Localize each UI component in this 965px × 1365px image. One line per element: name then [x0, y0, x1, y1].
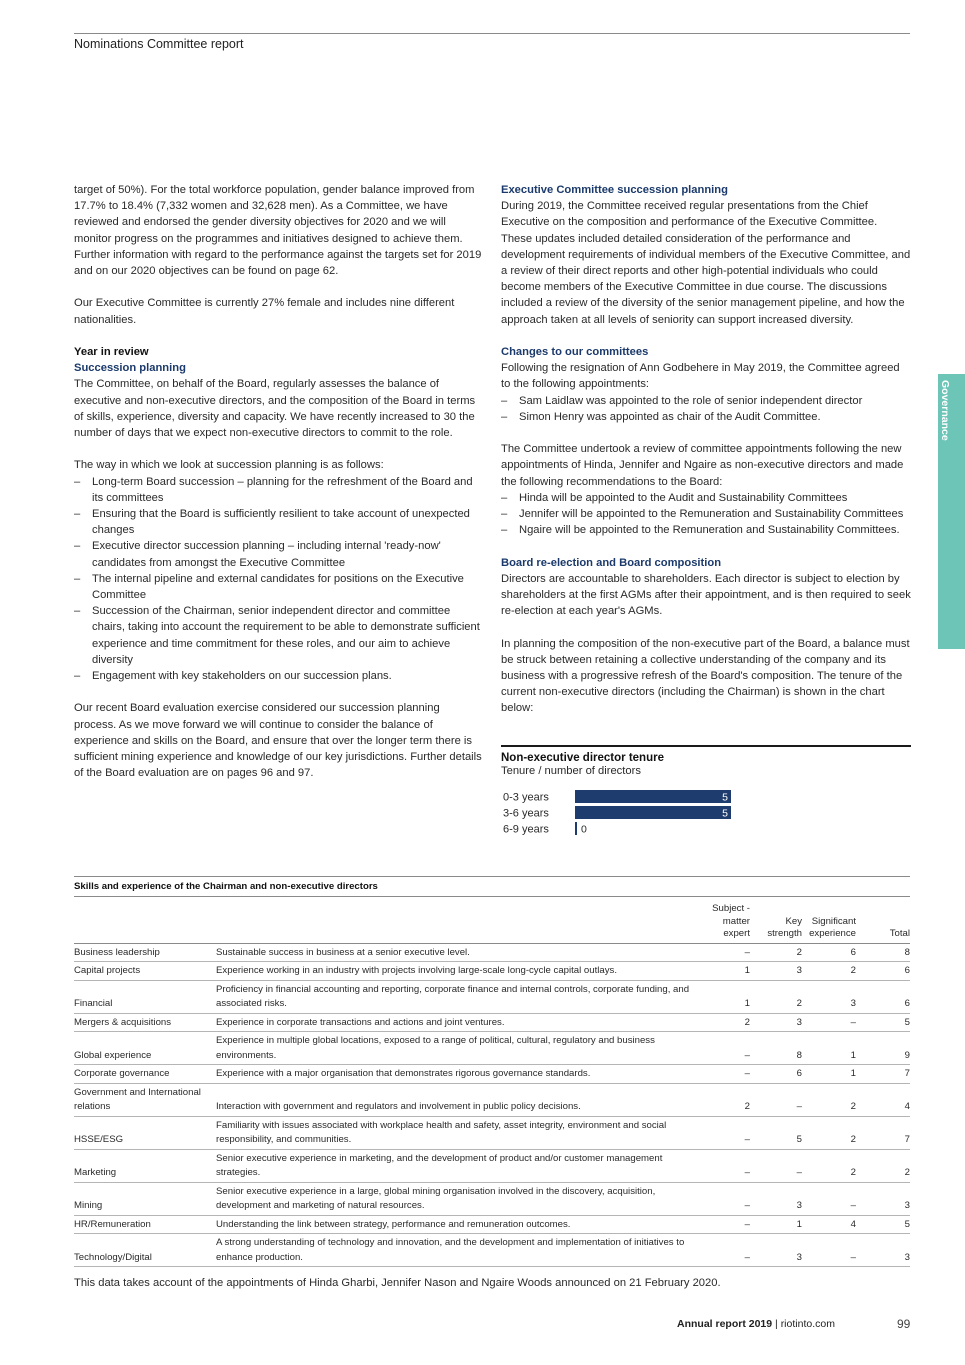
skill-category-cell: Mergers & acquisitions	[74, 1013, 216, 1032]
skill-description-cell: Interaction with government and regulators and involvement in public policy decisions.	[216, 1083, 708, 1116]
total-cell: 4	[856, 1083, 910, 1116]
total-cell: 7	[856, 1065, 910, 1084]
key-strength-cell: –	[750, 1149, 802, 1182]
significant-experience-cell: 2	[802, 1116, 856, 1149]
skill-category-cell: Corporate governance	[74, 1065, 216, 1084]
header-cell-category	[74, 897, 216, 943]
table-row	[74, 962, 910, 981]
skill-description-cell: Familiarity with issues associated with workplace health and safety, asset integrity, environment and social responsibility, and communities.	[216, 1116, 708, 1149]
skill-category-cell: Mining	[74, 1182, 216, 1215]
data-label: 5	[722, 791, 728, 804]
total-cell: 5	[856, 1215, 910, 1234]
total-cell: 9	[856, 1032, 910, 1065]
significant-experience-cell: 6	[802, 943, 856, 962]
skill-category-cell: HR/Remuneration	[74, 1215, 216, 1234]
data-label: 5	[722, 807, 728, 820]
key-strength-cell: 2	[750, 943, 802, 962]
table-row	[74, 1182, 910, 1215]
skill-description-cell: Understanding the link between strategy, performance and remuneration outcomes.	[216, 1215, 708, 1234]
table-row	[74, 1013, 910, 1032]
total-cell: 6	[856, 962, 910, 981]
table-header-row	[74, 897, 910, 943]
significant-experience-cell: –	[802, 1234, 856, 1267]
paragraph: Directors are accountable to shareholders. Each director is subject to election by shareholders at the first AGMs after their appointment, and is then required to seek re-election at each year's AGMs.	[501, 572, 911, 618]
key-strength-cell: 6	[750, 1065, 802, 1084]
paragraph: The Committee, on behalf of the Board, regularly assesses the balance of executive and non-executive directors, and the composition of the Board in terms of skills, experience, diversity and capacity. We have recently increased to 30 the number of days that we expect non-executive directors to commit to the role.	[74, 378, 476, 440]
list-item: – The internal pipeline and external candidates for positions on the Executive Committee	[74, 571, 482, 603]
subject-matter-expert-cell: –	[708, 1234, 750, 1267]
list-item: – Ngaire will be appointed to the Remuneration and Sustainability Committees.	[501, 522, 911, 538]
board-reelection-heading: Board re-election and Board composition	[501, 556, 722, 569]
left-column	[74, 182, 482, 798]
subject-matter-expert-cell: –	[708, 943, 750, 962]
list-item: – Engagement with key stakeholders on our succession plans.	[74, 668, 482, 684]
skill-category-cell: HSSE/ESG	[74, 1116, 216, 1149]
subject-matter-expert-cell: –	[708, 1065, 750, 1084]
data-label: 0	[581, 823, 587, 836]
significant-experience-cell: 2	[802, 962, 856, 981]
subject-matter-expert-cell: –	[708, 1182, 750, 1215]
subject-matter-expert-cell: –	[708, 1116, 750, 1149]
list-item: – Executive director succession planning – including internal 'ready-now' candidates from amongst the Executive Committee	[74, 538, 482, 570]
total-cell: 5	[856, 1013, 910, 1032]
table-row	[74, 980, 910, 1013]
skills-table	[74, 897, 910, 1267]
subject-matter-expert-cell: 1	[708, 980, 750, 1013]
list-item: – Simon Henry was appointed as chair of the Audit Committee.	[501, 409, 911, 425]
footer-report-title: Annual report 2019	[677, 1318, 773, 1330]
skill-description-cell: Experience with a major organisation that demonstrates rigorous governance standards.	[216, 1065, 708, 1084]
key-strength-cell: 3	[750, 1013, 802, 1032]
subject-matter-expert-cell: –	[708, 1215, 750, 1234]
category-label: 0-3 years	[503, 791, 549, 804]
footer-report	[677, 1318, 835, 1330]
key-strength-cell: 3	[750, 1182, 802, 1215]
key-strength-cell: 5	[750, 1116, 802, 1149]
table-row	[74, 1215, 910, 1234]
header-key-strength: Key strength	[750, 897, 802, 943]
skill-category-cell: Government and International relations	[74, 1083, 216, 1116]
paragraph: During 2019, the Committee received regular presentations from the Chief Executive on the composition and performance of the Executive Committee. These updates included detailed consideration of the performance and development requirements of individual members of the Executive Committee, and a review of their direct reports and other high-potential individuals who could become members of the Executive Committee in due course. The discussions included a review of the diversity of the senior management pipeline, and how the approach taken at all levels of seniority can support increased diversity.	[501, 200, 911, 326]
total-cell: 3	[856, 1234, 910, 1267]
significant-experience-cell: 3	[802, 980, 856, 1013]
bar	[575, 822, 577, 835]
chart-rule	[501, 745, 911, 747]
significant-experience-cell: 4	[802, 1215, 856, 1234]
header-subject-matter-expert: Subject -matter expert	[708, 897, 750, 943]
table-row	[74, 1149, 910, 1182]
footer-separator: |	[772, 1318, 781, 1330]
paragraph: In planning the composition of the non-executive part of the Board, a balance must be struck between retaining a collective understanding of the company and its business with a progressive refresh of the Board's composition. The tenure of the current non-executive directors (including the Chairman) is shown in the chart below:	[501, 637, 910, 715]
paragraph: The way in which we look at succession planning is as follows:	[74, 459, 384, 472]
skill-description-cell: A strong understanding of technology and innovation, and the development and implementation of initiatives to enhance production.	[216, 1234, 708, 1267]
governance-tab[interactable]	[938, 374, 965, 649]
table-row	[74, 1234, 910, 1267]
key-strength-cell: 3	[750, 962, 802, 981]
skill-description-cell: Proficiency in financial accounting and reporting, corporate finance and internal controls, corporate funding, and associated risks.	[216, 980, 708, 1013]
list-item: – Sam Laidlaw was appointed to the role of senior independent director	[501, 393, 911, 409]
paragraph: Our recent Board evaluation exercise considered our succession planning process. As we move forward we will continue to consider the balance of experience and skills on the Board, and ensure that over the longer term there is sufficient mining experience and knowledge of our key jurisdictions. Further details of the Board evaluation are on pages 96 and 97.	[74, 702, 482, 780]
recommendations-list	[501, 490, 911, 539]
significant-experience-cell: 2	[802, 1083, 856, 1116]
subject-matter-expert-cell: 1	[708, 962, 750, 981]
key-strength-cell: 3	[750, 1234, 802, 1267]
total-cell: 3	[856, 1182, 910, 1215]
category-label: 6-9 years	[503, 823, 549, 836]
significant-experience-cell: 2	[802, 1149, 856, 1182]
section-title: Nominations Committee report	[74, 37, 244, 51]
skill-category-cell: Capital projects	[74, 962, 216, 981]
list-item: – Succession of the Chairman, senior independent director and committee chairs, taking into account the requirement to be able to demonstrate sufficient experience and time commitment for these roles, and our aim to achieve diversity	[74, 603, 482, 668]
list-item: – Ensuring that the Board is sufficiently resilient to take account of unexpected changes	[74, 506, 482, 538]
bar	[575, 790, 731, 803]
skill-description-cell: Experience in corporate transactions and actions and joint ventures.	[216, 1013, 708, 1032]
significant-experience-cell: –	[802, 1013, 856, 1032]
appointments-list	[501, 393, 911, 425]
header-total: Total	[856, 897, 910, 943]
subject-matter-expert-cell: 2	[708, 1083, 750, 1116]
succession-list	[74, 474, 482, 685]
skill-description-cell: Senior executive experience in a large, global mining organisation involved in the discovery, acquisition, development and marketing of natural resources.	[216, 1182, 708, 1215]
paragraph: The Committee undertook a review of committee appointments following the new appointments of Hinda, Jennifer and Ngaire as non-executive directors and made the following recommendations to the Board:	[501, 443, 904, 488]
skills-table-title: Skills and experience of the Chairman and non-executive directors	[74, 877, 910, 897]
skill-category-cell: Global experience	[74, 1032, 216, 1065]
skill-category-cell: Financial	[74, 980, 216, 1013]
significant-experience-cell: 1	[802, 1032, 856, 1065]
footer-site-link[interactable]: riotinto.com	[780, 1318, 835, 1330]
paragraph: Following the resignation of Ann Godbehere in May 2019, the Committee agreed to the following appointments:	[501, 362, 900, 391]
total-cell: 6	[856, 980, 910, 1013]
significant-experience-cell: 1	[802, 1065, 856, 1084]
tenure-chart	[501, 745, 911, 841]
table-row	[74, 1065, 910, 1084]
skill-category-cell: Marketing	[74, 1149, 216, 1182]
skill-description-cell: Senior executive experience in marketing, and the development of product and/or customer management strategies.	[216, 1149, 708, 1182]
skill-category-cell: Technology/Digital	[74, 1234, 216, 1267]
year-in-review-heading: Year in review	[74, 346, 149, 358]
header-rule	[74, 33, 910, 34]
list-item: – Hinda will be appointed to the Audit and Sustainability Committees	[501, 490, 911, 506]
header-significant-experience: Significant experience	[802, 897, 856, 943]
subject-matter-expert-cell: –	[708, 1149, 750, 1182]
skills-table-body	[74, 943, 910, 1267]
key-strength-cell: 1	[750, 1215, 802, 1234]
paragraph: Our Executive Committee is currently 27% female and includes nine different nationalities.	[74, 297, 455, 326]
paragraph: target of 50%). For the total workforce population, gender balance improved from 17.7% to 18.4% (7,332 women and 32,628 men). As a Committee, we have reviewed and endorsed the gender diversity objectives for 2020 and we will monitor progress on the programmes and initiatives designed to achieve them. Further information with regard to the performance against the targets set for 2019 and on our 2020 objectives can be found on page 62.	[74, 184, 482, 278]
category-label: 3-6 years	[503, 807, 549, 820]
total-cell: 2	[856, 1149, 910, 1182]
table-row	[74, 943, 910, 962]
list-item: – Long-term Board succession – planning for the refreshment of the Board and its committees	[74, 474, 482, 506]
subject-matter-expert-cell: 2	[708, 1013, 750, 1032]
table-row	[74, 1083, 910, 1116]
exec-committee-heading: Executive Committee succession planning	[501, 184, 728, 196]
table-row	[74, 1032, 910, 1065]
succession-planning-heading: Succession planning	[74, 362, 186, 375]
significant-experience-cell: –	[802, 1182, 856, 1215]
key-strength-cell: –	[750, 1083, 802, 1116]
skill-category-cell: Business leadership	[74, 943, 216, 962]
skill-description-cell: Experience working in an industry with projects involving large-scale long-cycle capital outlays.	[216, 962, 708, 981]
skills-section	[74, 876, 910, 1267]
total-cell: 8	[856, 943, 910, 962]
header-cell-description	[216, 897, 708, 943]
governance-tab-label: Governance	[939, 380, 951, 441]
key-strength-cell: 2	[750, 980, 802, 1013]
skill-description-cell: Experience in multiple global locations, exposed to a range of political, cultural, regulatory and business environments.	[216, 1032, 708, 1065]
chart-subtitle: Tenure / number of directors	[501, 765, 641, 777]
tenure-chart-svg	[501, 789, 911, 841]
skill-description-cell: Sustainable success in business at a senior executive level.	[216, 943, 708, 962]
list-item: – Jennifer will be appointed to the Remuneration and Sustainability Committees	[501, 506, 911, 522]
key-strength-cell: 8	[750, 1032, 802, 1065]
chart-title: Non-executive director tenure	[501, 752, 664, 764]
right-column	[501, 182, 911, 733]
total-cell: 7	[856, 1116, 910, 1149]
table-row	[74, 1116, 910, 1149]
subject-matter-expert-cell: –	[708, 1032, 750, 1065]
page-number: 99	[897, 1317, 911, 1331]
footnote: This data takes account of the appointments of Hinda Gharbi, Jennifer Nason and Ngaire Woods announced on 21 February 2020.	[74, 1277, 721, 1289]
changes-heading: Changes to our committees	[501, 346, 649, 359]
bar	[575, 806, 731, 819]
